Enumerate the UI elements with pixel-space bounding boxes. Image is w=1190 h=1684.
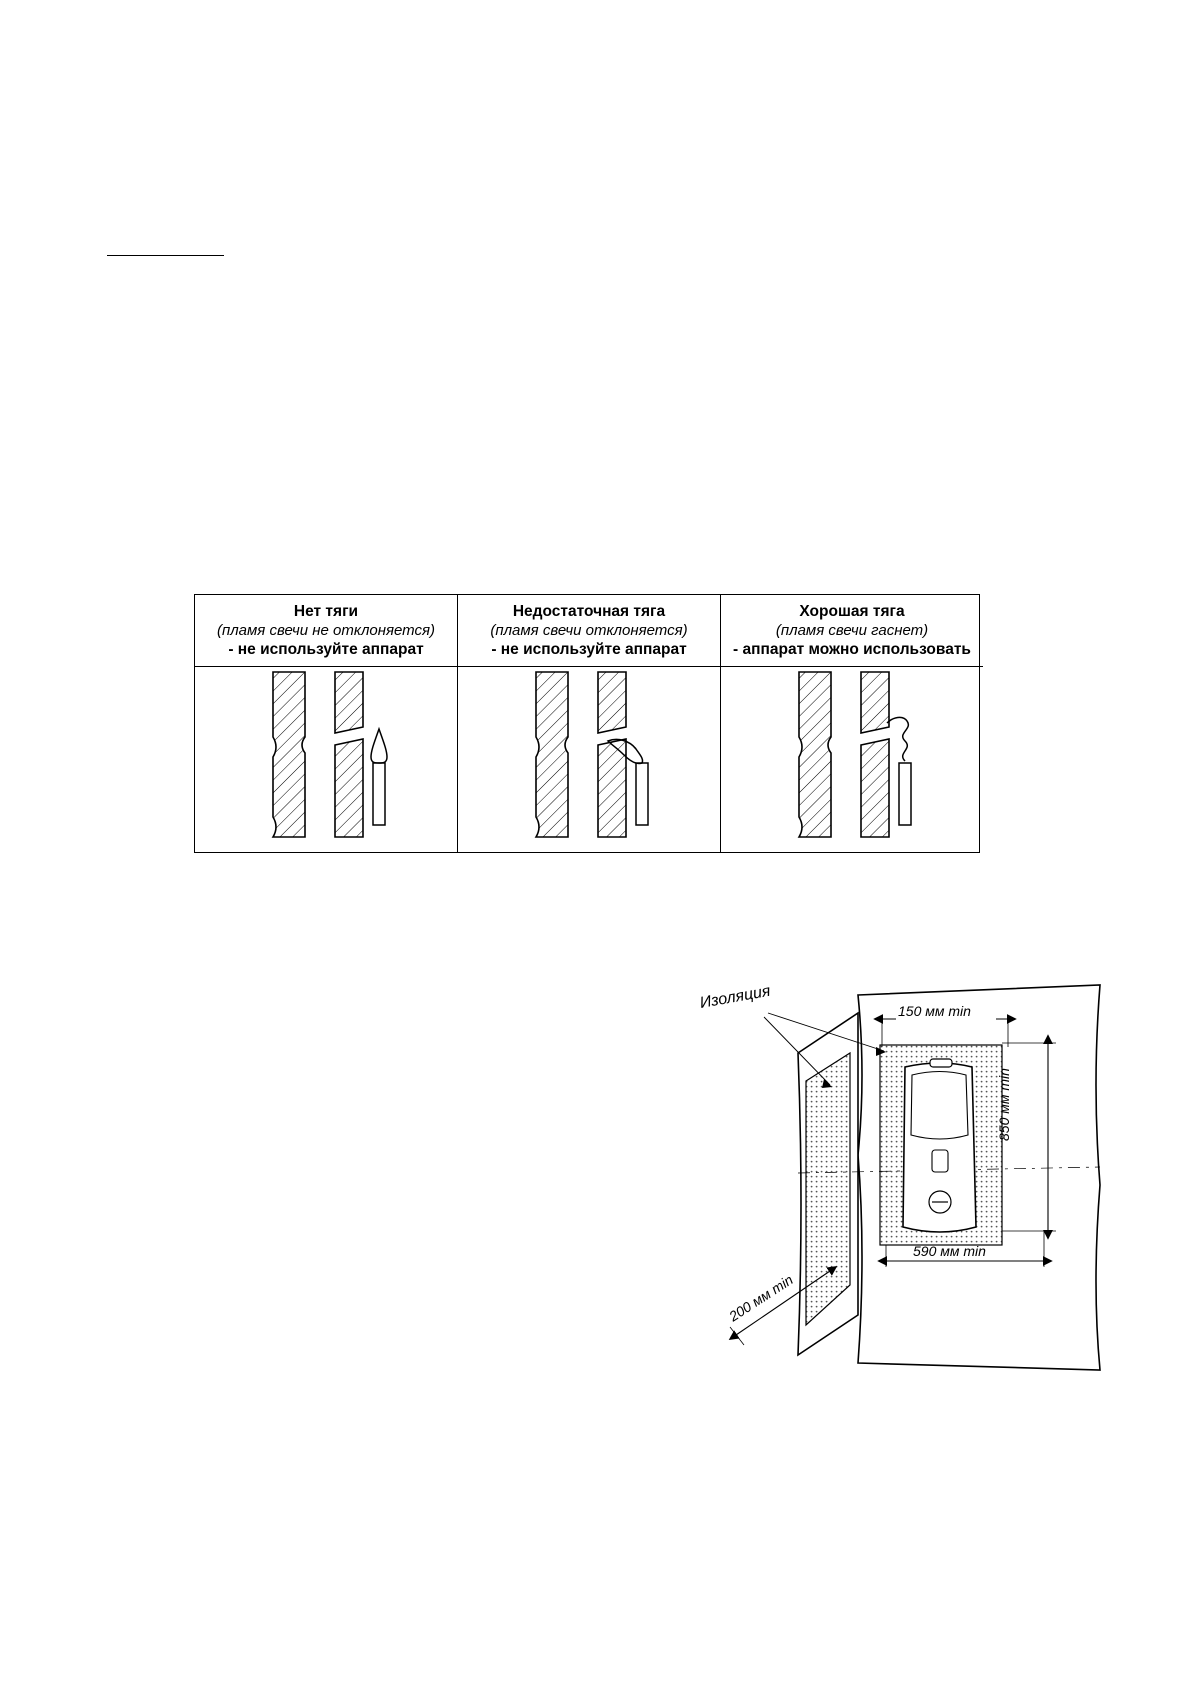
draft-check-table — [194, 594, 980, 853]
insulation-label: Изоляция — [698, 982, 772, 1012]
draft-subtitle: (пламя свечи отклоняется) — [490, 622, 688, 639]
draft-illustration-cell — [195, 667, 457, 852]
installation-clearance-diagram — [700, 955, 1120, 1385]
wall-gap-candle-straight-flame-icon — [195, 667, 457, 852]
draft-verdict: - не используйте аппарат — [228, 641, 424, 658]
draft-column-insufficient-draft — [458, 595, 721, 852]
draft-column-header — [195, 595, 457, 667]
wall-gap-candle-bent-flame-icon — [458, 667, 720, 852]
draft-verdict: - не используйте аппарат — [491, 641, 687, 658]
dimension-height-clearance: 850 мм min — [996, 1068, 1012, 1141]
dimension-side-clearance: 200 мм min — [726, 1271, 796, 1325]
wall-gap-candle-smoke-icon — [721, 667, 983, 852]
dimension-width-clearance: 590 мм min — [913, 1243, 986, 1259]
installation-diagram-drawing — [700, 955, 1120, 1385]
draft-column-good-draft — [721, 595, 983, 852]
draft-illustration-cell — [458, 667, 720, 852]
draft-column-header — [721, 595, 983, 667]
draft-subtitle: (пламя свечи не отклоняется) — [216, 622, 436, 639]
draft-title: Нет тяги — [293, 603, 359, 620]
draft-illustration-cell — [721, 667, 983, 852]
header-rule — [107, 255, 224, 256]
draft-title: Недостаточная тяга — [512, 603, 666, 620]
draft-verdict: - аппарат можно использовать — [733, 641, 971, 658]
draft-column-no-draft — [195, 595, 458, 852]
dimension-top-clearance: 150 мм min — [898, 1003, 971, 1019]
draft-title: Хорошая тяга — [799, 603, 905, 620]
draft-column-header — [458, 595, 720, 667]
draft-subtitle: (пламя свечи гаснет) — [775, 622, 929, 639]
